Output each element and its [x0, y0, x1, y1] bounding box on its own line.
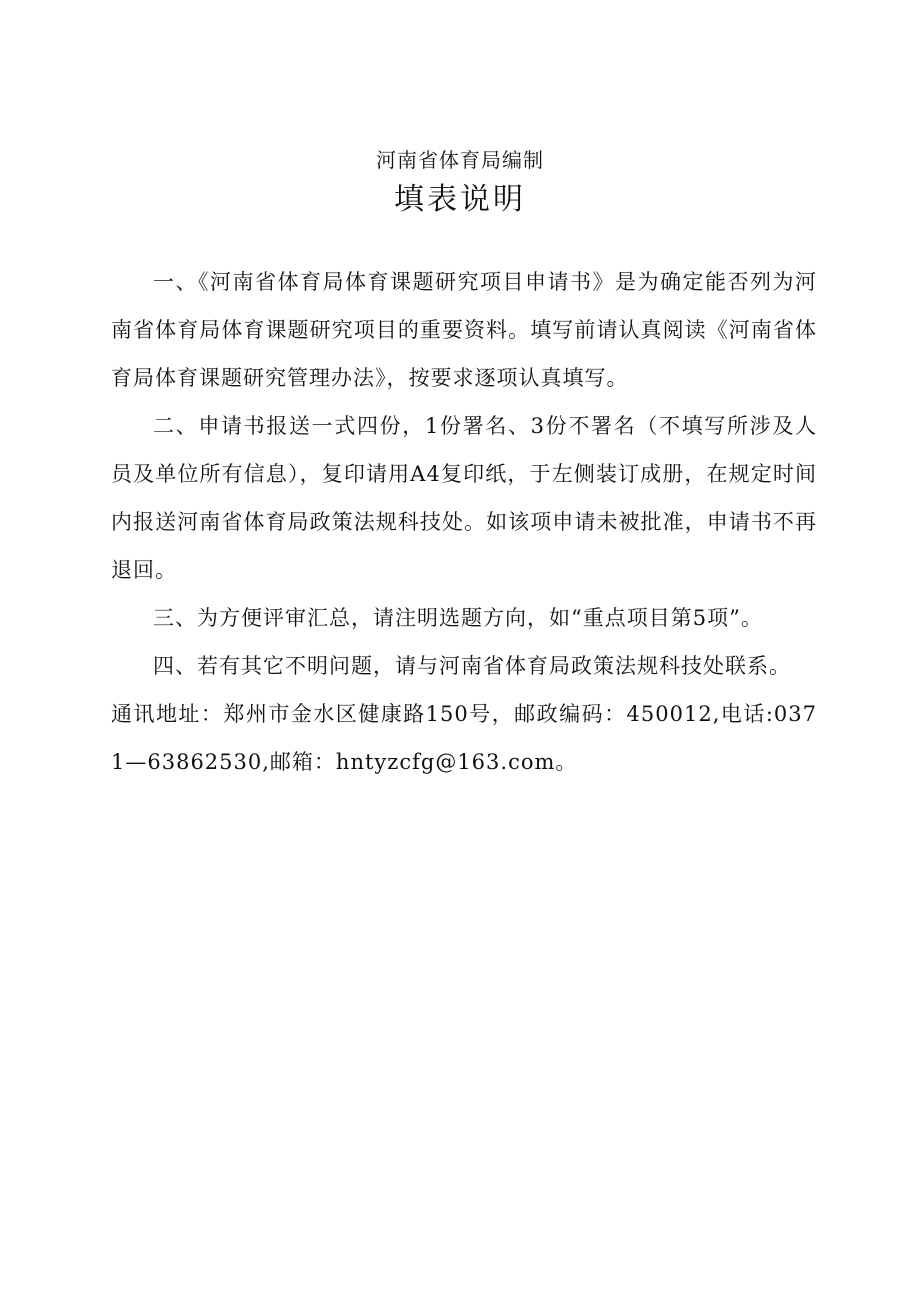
- instruction-paragraph-3: 三、为方便评审汇总，请注明选题方向，如“重点项目第5项”。: [153, 606, 763, 630]
- page-title: 填表说明: [394, 182, 526, 217]
- instructions-body: [111, 258, 817, 786]
- publisher-line: 河南省体育局编制: [376, 148, 544, 172]
- contact-info: 通讯地址：郑州市金水区健康路150号，邮政编码：450012,电话:0371—63862530,邮箱：hntyzcfg@163.com。: [111, 702, 817, 774]
- instruction-paragraph-4: 四、若有其它不明问题，请与河南省体育局政策法规科技处联系。: [153, 654, 791, 678]
- instruction-paragraph-2: 二、申请书报送一式四份，1份署名、3份不署名（不填写所涉及人员及单位所有信息），复印请用A4复印纸，于左侧装订成册，在规定时间内报送河南省体育局政策法规科技处。如该项申请未被批准，申请书不再退回。: [111, 414, 817, 582]
- instruction-paragraph-1: 一、《河南省体育局体育课题研究项目申请书》是为确定能否列为河南省体育局体育课题研究项目的重要资料。填写前请认真阅读《河南省体育局体育课题研究管理办法》，按要求逐项认真填写。: [111, 270, 817, 390]
